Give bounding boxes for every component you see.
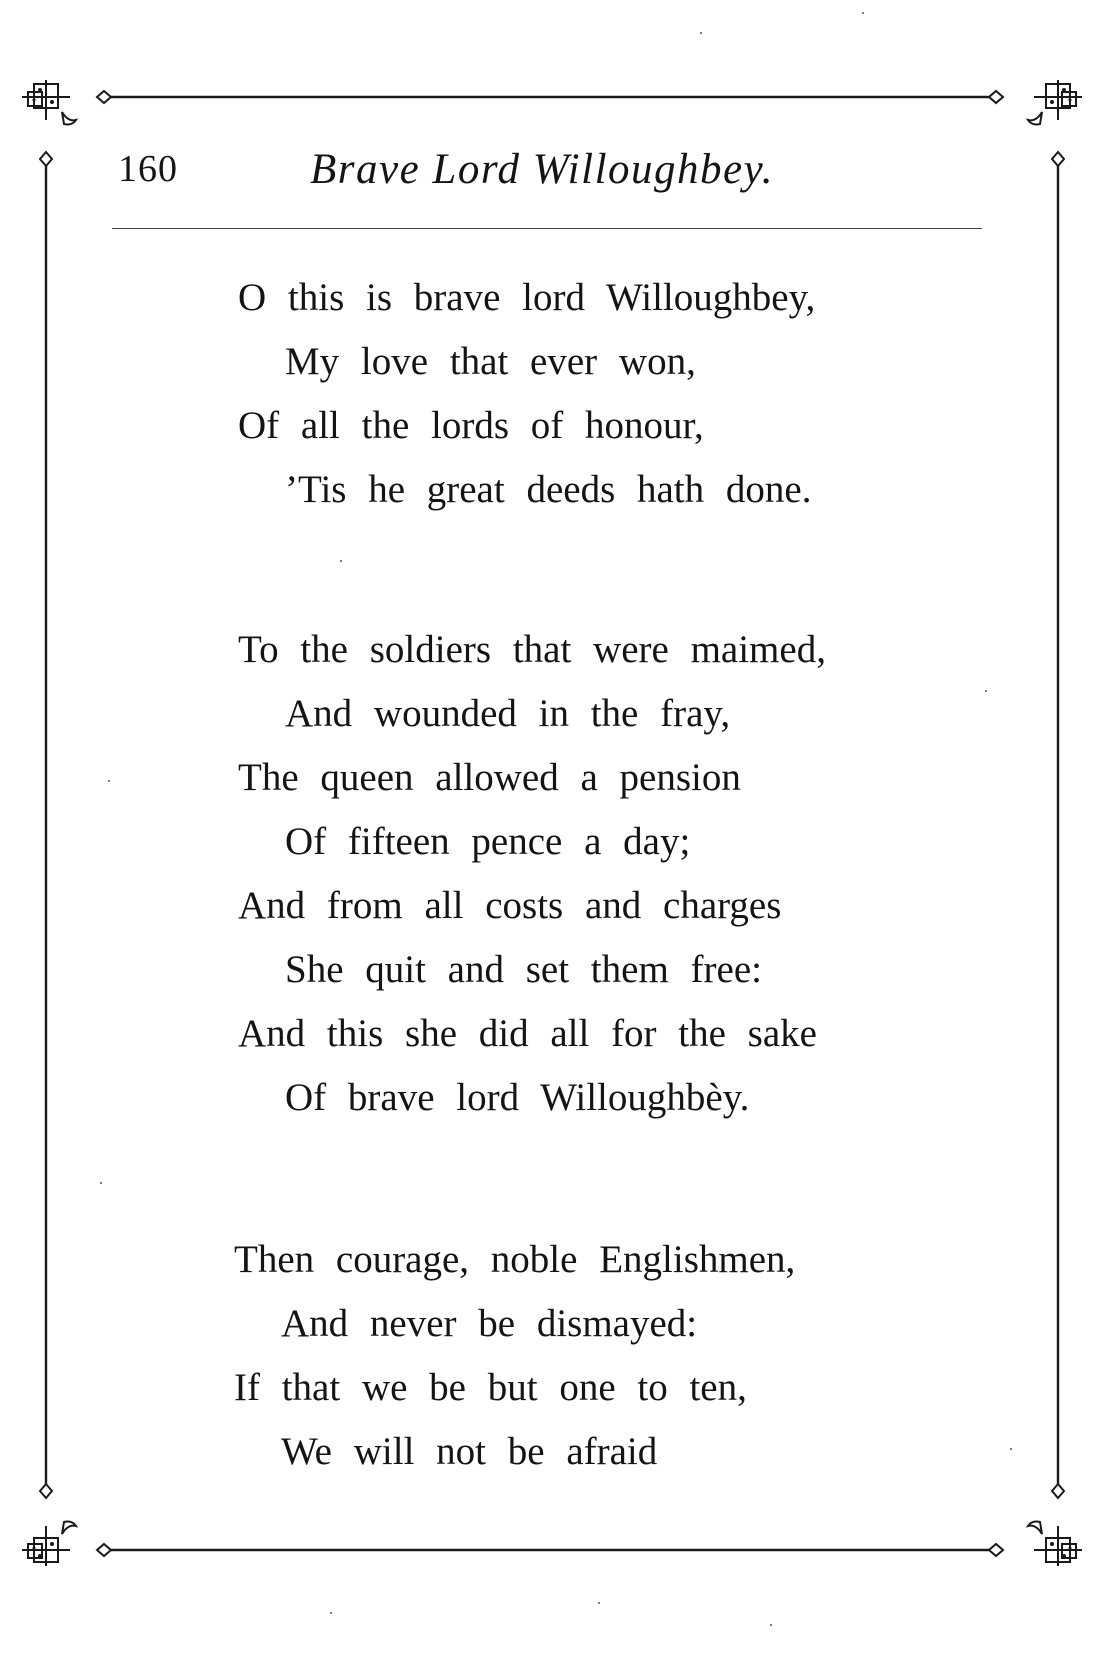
scan-speck (108, 780, 110, 782)
verse-line: ’Tis he great deeds hath done. (285, 468, 812, 511)
scan-speck (1010, 1448, 1012, 1450)
verse-line: Of brave lord Willoughbèy. (285, 1076, 750, 1119)
verse-line: And wounded in the fray, (285, 692, 731, 735)
scan-speck (862, 12, 864, 14)
verse-line: Of fifteen pence a day; (285, 820, 691, 863)
verse-line: And from all costs and charges (238, 884, 782, 927)
verse-line: We will not be afraid (281, 1430, 658, 1473)
running-title: Brave Lord Willoughbey. (310, 146, 775, 193)
verse-line: And never be dismayed: (281, 1302, 698, 1345)
scan-speck (100, 1182, 102, 1184)
scan-speck (985, 690, 987, 692)
scan-speck (770, 1624, 772, 1626)
verse-line: O this is brave lord Willoughbey, (238, 276, 816, 319)
page-number: 160 (118, 148, 178, 190)
scan-speck (598, 1602, 600, 1604)
scan-speck (340, 560, 342, 562)
verse-line: The queen allowed a pension (238, 756, 741, 799)
verse-line: Of all the lords of honour, (238, 404, 704, 447)
verse-line: Then courage, noble Englishmen, (234, 1238, 796, 1281)
verse-line: If that we be but one to ten, (234, 1366, 747, 1409)
verse-line: And this she did all for the sake (238, 1012, 817, 1055)
verse-line: My love that ever won, (285, 340, 696, 383)
scan-speck (330, 1612, 332, 1614)
verse-line: To the soldiers that were maimed, (238, 628, 826, 671)
verse-line: She quit and set them free: (285, 948, 762, 991)
header-rule (112, 228, 982, 229)
scan-speck (700, 32, 702, 34)
